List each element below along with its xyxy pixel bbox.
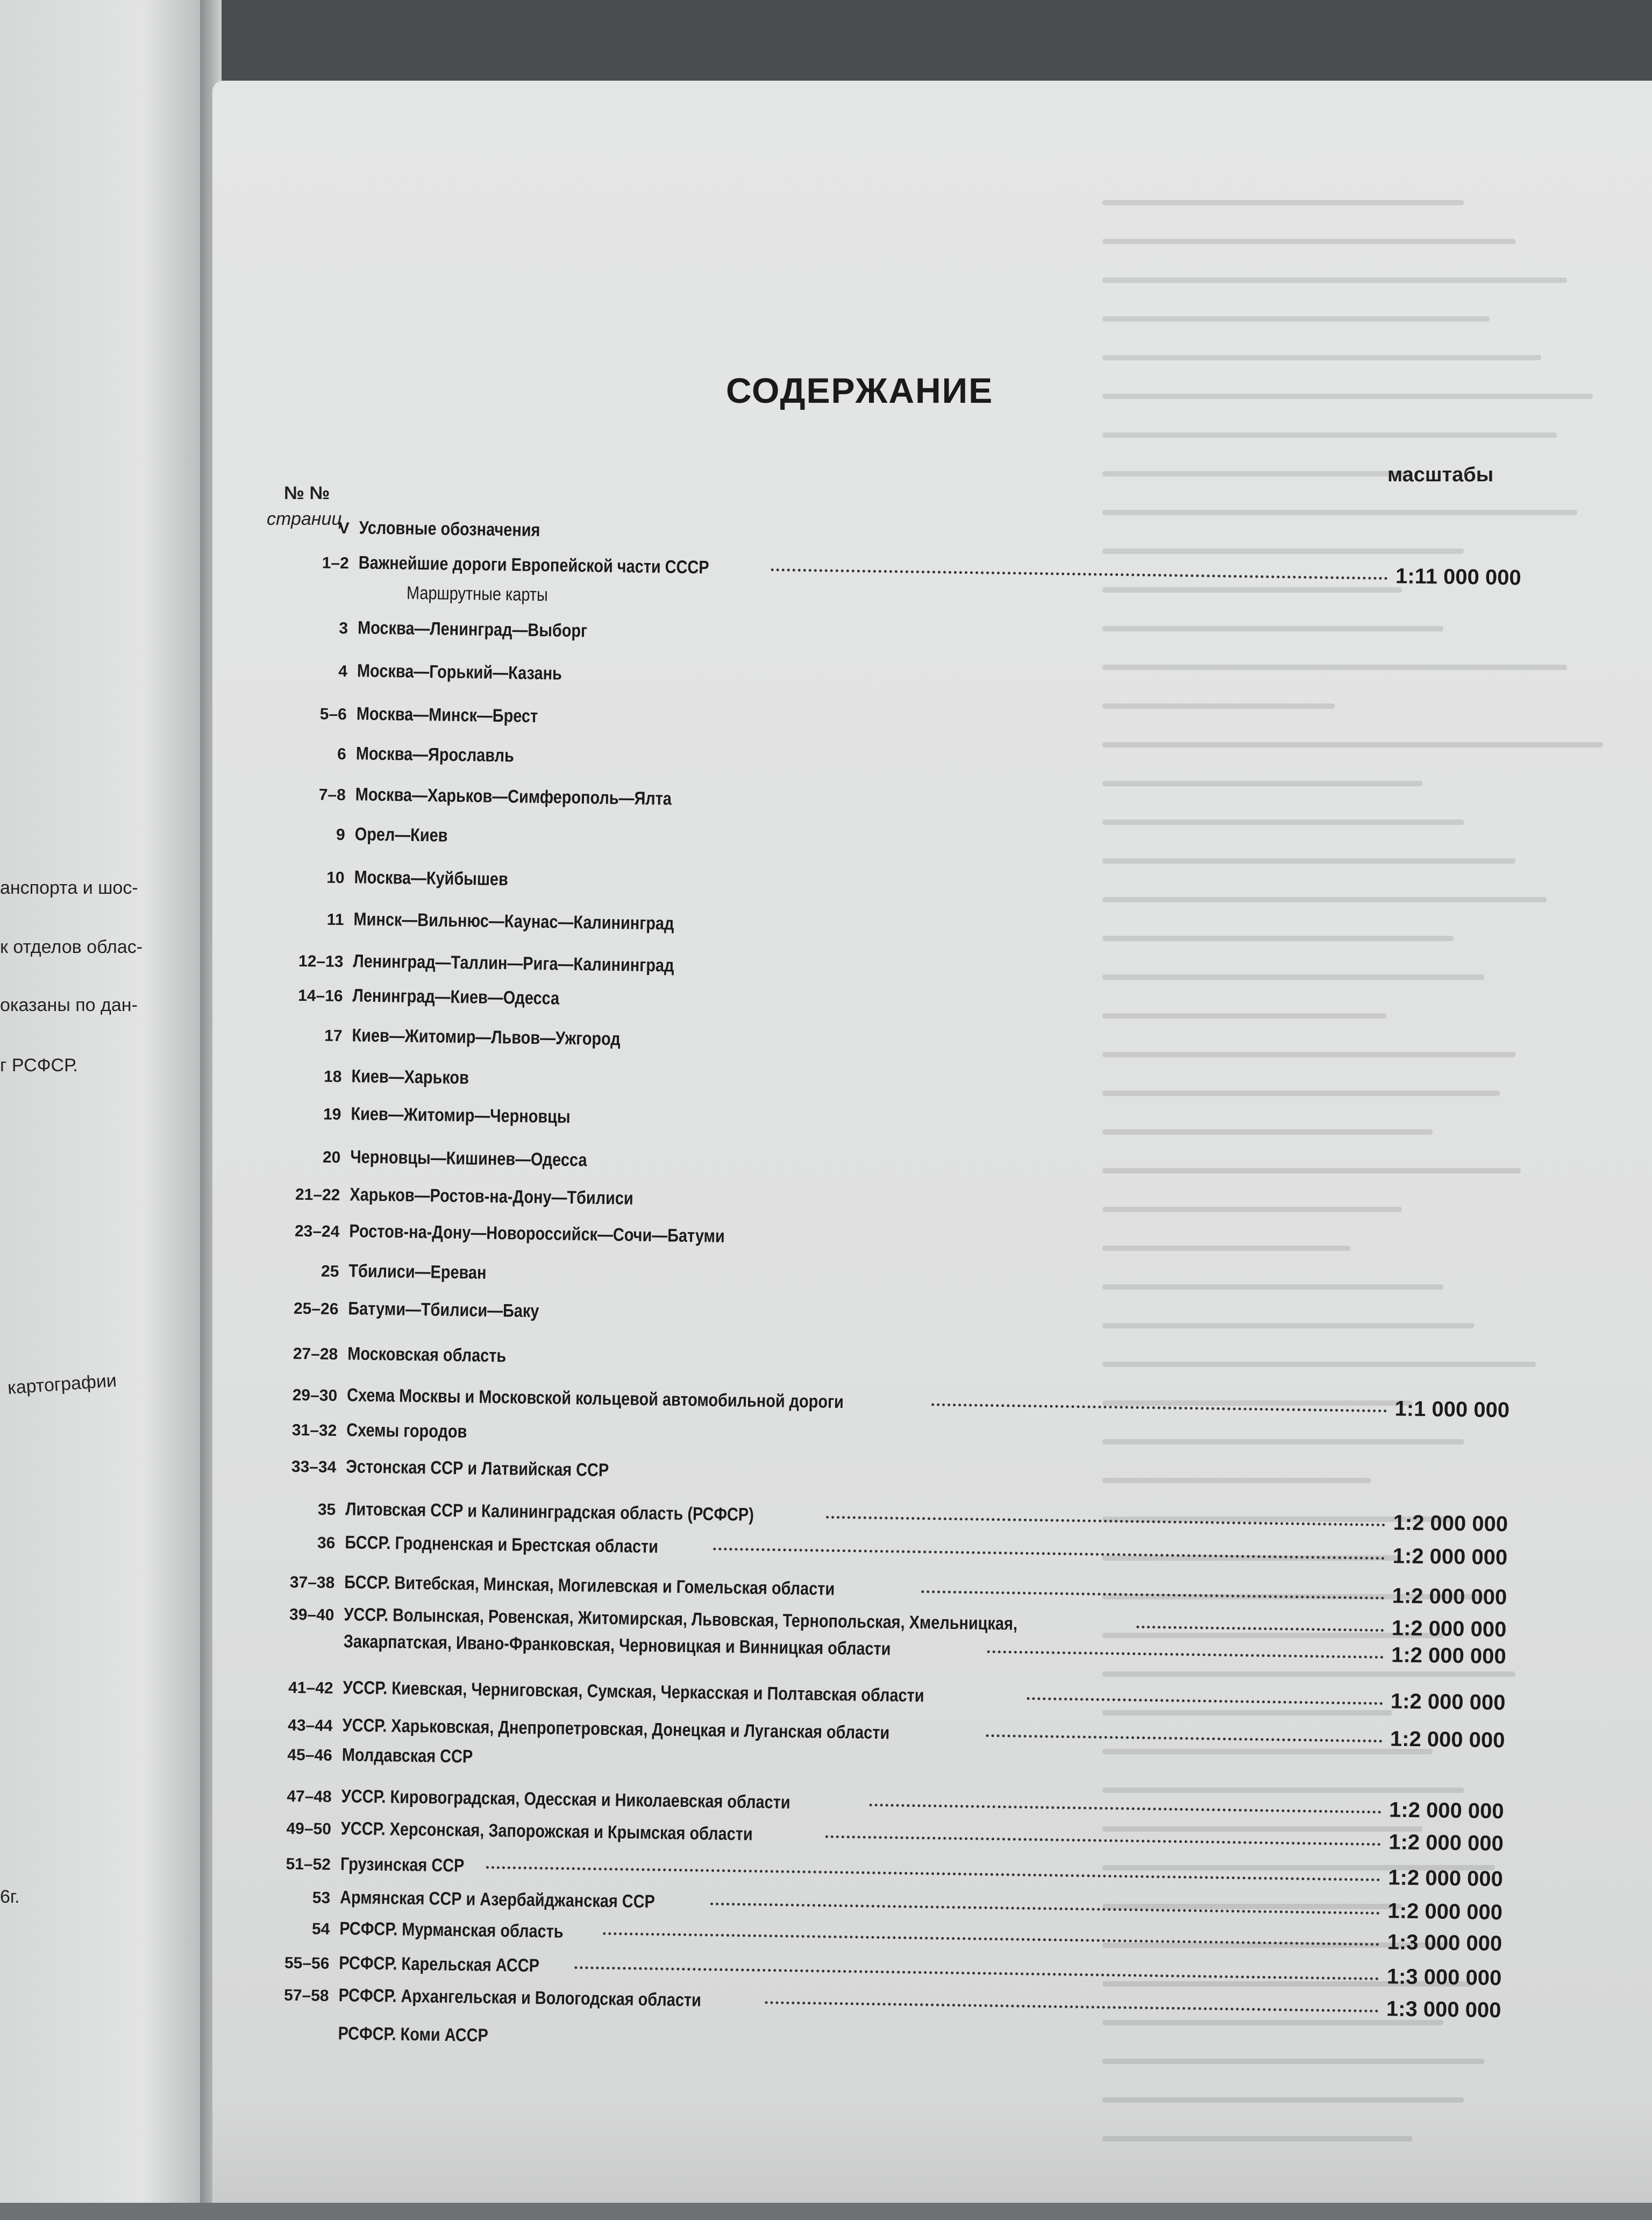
- left-page-line: г РСФСР.: [0, 1055, 78, 1076]
- toc-title: БССР. Витебская, Минская, Могилевская и Гомельская области: [344, 1572, 835, 1599]
- toc-entry: [259, 1220, 1512, 1264]
- toc-scale: 1:3 000 000: [1386, 1997, 1501, 2023]
- toc-page-number: 10: [326, 869, 345, 887]
- scales-column-header: масштабы: [1387, 464, 1494, 486]
- toc-title: РСФСР. Коми АССР: [338, 2023, 489, 2046]
- toc-entry: [259, 1183, 1512, 1228]
- toc-title: РСФСР. Карельская АССР: [339, 1953, 540, 1976]
- toc-entry: [264, 866, 1516, 910]
- left-page-line: анспорта и шос-: [0, 878, 138, 898]
- toc-page-number: 9: [336, 826, 345, 844]
- toc-title: Черновцы—Кишинев—Одесса: [350, 1147, 587, 1171]
- toc-page-number: 7–8: [318, 786, 346, 805]
- toc-page-number: 36: [317, 1534, 336, 1552]
- pages-column-header: № №: [284, 483, 330, 503]
- toc-title: Киев—Харьков: [351, 1066, 469, 1088]
- toc-page-number: 14–16: [297, 986, 343, 1006]
- toc-page-number: 37–38: [289, 1573, 335, 1592]
- toc-title: УССР. Кировоградская, Одесская и Николаевская области: [341, 1786, 791, 1813]
- toc-scale: 1:2 000 000: [1390, 1727, 1505, 1753]
- toc-leader-dots: [486, 1865, 1380, 1881]
- toc-title: Минск—Вильнюс—Каунас—Калининград: [353, 909, 674, 934]
- toc-title: Москва—Харьков—Симферополь—Ялта: [355, 784, 672, 809]
- toc-page-number: 6: [337, 745, 347, 764]
- toc-entry: [265, 742, 1518, 787]
- table-of-contents: [245, 516, 1522, 2220]
- toc-entry: [260, 1102, 1513, 1147]
- toc-page-number: 21–22: [295, 1185, 340, 1204]
- toc-leader-dots: [765, 2000, 1379, 2012]
- toc-page-number: 51–52: [286, 1855, 331, 1874]
- toc-entry: [260, 1145, 1513, 1190]
- toc-title: Тбилиси—Ереван: [348, 1261, 487, 1283]
- toc-leader-dots: [825, 1834, 1382, 1846]
- toc-title: Харьков—Ростов-на-Дону—Тбилиси: [350, 1184, 633, 1209]
- toc-title: Эстонская ССР и Латвийская ССР: [346, 1456, 609, 1481]
- toc-page-number: [268, 597, 358, 598]
- toc-title: Грузинская ССР: [340, 1854, 465, 1876]
- toc-title: Орел—Киев: [354, 824, 448, 846]
- toc-leader-dots: [710, 1902, 1380, 1915]
- toc-page-number: 1–2: [322, 554, 350, 573]
- toc-entry: [257, 1342, 1510, 1387]
- toc-leader-dots: [986, 1733, 1383, 1742]
- toc-scale: 1:2 000 000: [1391, 1643, 1506, 1669]
- toc-page-number: 43–44: [287, 1716, 333, 1735]
- toc-page-number: 31–32: [291, 1421, 337, 1440]
- toc-title: Киев—Житомир—Черновцы: [351, 1104, 571, 1127]
- toc-entry: [267, 659, 1520, 704]
- toc-page-number: 5–6: [319, 705, 347, 724]
- toc-leader-dots: [1136, 1625, 1384, 1632]
- toc-page-number: 57–58: [283, 1986, 329, 2005]
- toc-title: Ростов-на-Дону—Новороссийск—Сочи—Батуми: [349, 1221, 725, 1247]
- toc-leader-dots: [931, 1402, 1387, 1412]
- toc-title: Москва—Минск—Брест: [356, 703, 538, 727]
- toc-page-number: [247, 2038, 338, 2039]
- toc-title: Схемы городов: [346, 1420, 467, 1442]
- toc-page-number: 17: [324, 1027, 343, 1045]
- toc-title: Московская область: [347, 1343, 507, 1367]
- toc-page-number: 18: [323, 1068, 342, 1086]
- toc-scale: 1:3 000 000: [1387, 1930, 1503, 1956]
- toc-scale: 1:3 000 000: [1386, 1965, 1502, 1990]
- toc-entry: [265, 783, 1518, 828]
- toc-page-number: 12–13: [298, 952, 344, 971]
- toc-title: УССР. Волынская, Ровенская, Житомирская, Львовская, Тернопольская, Хмельницкая,: [344, 1604, 1018, 1634]
- left-page-line: 6г.: [0, 1887, 20, 1907]
- toc-scale: 1:2 000 000: [1388, 1830, 1504, 1856]
- toc-title: УССР. Херсонская, Запорожская и Крымская области: [340, 1818, 753, 1845]
- toc-page-number: 3: [339, 619, 348, 638]
- toc-page-number: 19: [323, 1105, 341, 1123]
- toc-title: Батуми—Тбилиси—Баку: [348, 1298, 539, 1322]
- toc-leader-dots: [575, 1965, 1379, 1980]
- toc-entry: [261, 1024, 1514, 1069]
- toc-scale: 1:11 000 000: [1395, 564, 1521, 590]
- toc-entry: [266, 702, 1519, 747]
- toc-scale: 1:2 000 000: [1388, 1798, 1504, 1824]
- toc-page-number: 11: [326, 910, 344, 929]
- toc-entry: [255, 1455, 1508, 1500]
- toc-entry: [258, 1260, 1511, 1304]
- left-page: [0, 0, 204, 2203]
- toc-entry: [257, 1381, 1509, 1426]
- toc-scale: 1:2 000 000: [1392, 1584, 1507, 1610]
- toc-scale: 1:2 000 000: [1393, 1511, 1508, 1536]
- toc-leader-dots: [714, 1547, 1385, 1560]
- toc-title: УССР. Киевская, Черниговская, Сумская, Черкасская и Полтавская области: [343, 1677, 924, 1706]
- toc-scale: 1:2 000 000: [1391, 1616, 1507, 1642]
- toc-title: Москва—Ленинград—Выборг: [357, 617, 588, 642]
- toc-title: Закарпатская, Ивано-Франковская, Черновицкая и Винницкая области: [343, 1631, 891, 1660]
- toc-scale: 1:2 000 000: [1390, 1689, 1506, 1715]
- toc-page-number: 33–34: [291, 1457, 337, 1476]
- toc-page-number: 20: [322, 1148, 341, 1166]
- toc-leader-dots: [826, 1515, 1386, 1527]
- toc-title: Условные обозначения: [359, 517, 540, 541]
- toc-title: Москва—Куйбышев: [354, 867, 509, 890]
- toc-entry: [267, 616, 1520, 661]
- toc-page-number: V: [338, 519, 350, 538]
- toc-entry: [261, 1065, 1514, 1109]
- toc-page-number: 41–42: [288, 1678, 333, 1697]
- toc-page-number: 29–30: [292, 1386, 338, 1405]
- toc-page-number: 53: [312, 1889, 331, 1907]
- left-page-line: оказаны по дан-: [0, 995, 138, 1015]
- left-page-line: картографии: [6, 1370, 118, 1399]
- toc-page-number: 47–48: [287, 1787, 332, 1806]
- page-shadow: [212, 2097, 1652, 2203]
- left-page-line: к отделов облас-: [0, 937, 143, 957]
- toc-title: Молдавская ССР: [341, 1745, 473, 1767]
- toc-page-number: 39–40: [289, 1605, 334, 1624]
- toc-scale: 1:2 000 000: [1388, 1866, 1504, 1891]
- toc-entry: [264, 823, 1517, 867]
- toc-title: БССР. Гродненская и Брестская области: [345, 1532, 659, 1557]
- toc-page-number: 55–56: [284, 1954, 330, 1973]
- toc-page-number: 49–50: [286, 1819, 332, 1838]
- toc-title: Москва—Горький—Казань: [357, 660, 562, 684]
- toc-title: Ленинград—Киев—Одесса: [352, 985, 560, 1009]
- toc-entry: [256, 1419, 1509, 1463]
- toc-leader-dots: [1027, 1696, 1383, 1705]
- toc-leader-dots: [603, 1931, 1380, 1946]
- toc-leader-dots: [987, 1649, 1384, 1659]
- toc-entry: [247, 2022, 1500, 2067]
- toc-title: Киев—Житомир—Львов—Ужгород: [352, 1025, 621, 1050]
- toc-title: РСФСР. Архангельская и Вологодская области: [338, 1985, 702, 2011]
- toc-title: Маршрутные карты: [406, 582, 549, 606]
- toc-page-number: 45–46: [287, 1746, 333, 1764]
- toc-title: Москва—Ярославль: [355, 743, 515, 766]
- toc-leader-dots: [921, 1589, 1385, 1599]
- toc-title: УССР. Харьковская, Днепропетровская, Донецкая и Луганская области: [342, 1715, 890, 1744]
- toc-leader-dots: [870, 1803, 1382, 1813]
- toc-page-number: 35: [317, 1500, 336, 1519]
- toc-scale: 1:2 000 000: [1392, 1544, 1508, 1570]
- toc-scale: 1:1 000 000: [1394, 1397, 1510, 1422]
- toc-title: Литовская ССР и Калининградская область (РСФСР): [345, 1499, 754, 1525]
- toc-page-number: 54: [311, 1920, 330, 1938]
- toc-page-number: 27–28: [293, 1344, 338, 1363]
- toc-title: Важнейшие дороги Европейской части СССР: [358, 552, 709, 578]
- toc-entry: [263, 908, 1516, 952]
- toc-title: Ленинград—Таллин—Рига—Калининград: [353, 951, 674, 976]
- toc-leader-dots: [771, 567, 1388, 580]
- pages-column-subheader: страниц: [267, 509, 342, 529]
- toc-title: Схема Москвы и Московской кольцевой автомобильной дороги: [346, 1385, 844, 1413]
- toc-scale: 1:2 000 000: [1387, 1899, 1503, 1925]
- toc-page-number: 25–26: [293, 1299, 339, 1318]
- toc-page-number: 25: [321, 1262, 339, 1280]
- toc-title: Армянская ССР и Азербайджанская ССР: [339, 1887, 656, 1912]
- toc-page-number: 23–24: [294, 1222, 340, 1241]
- page-title: СОДЕРЖАНИЕ: [726, 371, 994, 410]
- toc-page-number: 4: [338, 662, 348, 681]
- toc-page-number: [253, 1646, 344, 1647]
- toc-title: РСФСР. Мурманская область: [339, 1918, 564, 1942]
- toc-entry: [252, 1674, 1505, 1718]
- toc-entry: [258, 1297, 1511, 1342]
